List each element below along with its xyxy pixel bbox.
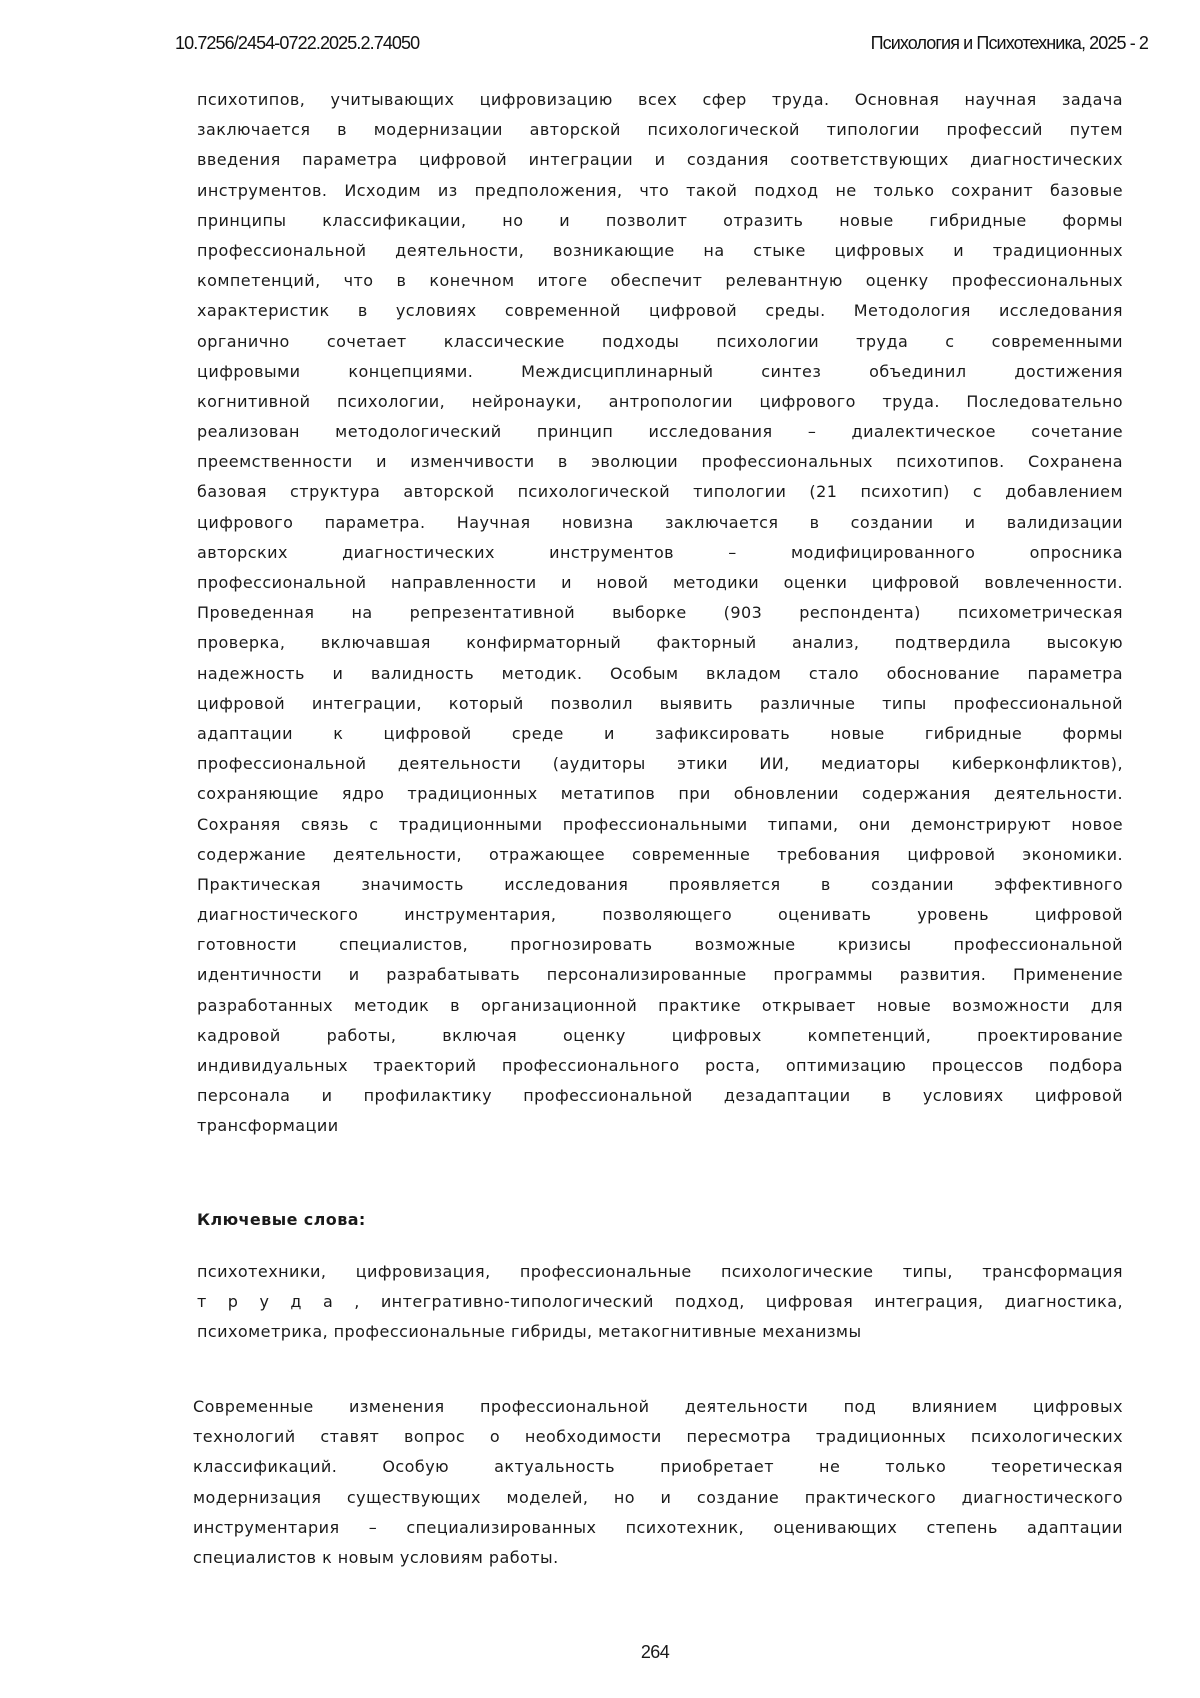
text-line: принципы классификации, но и позволит отразить новые гибридные формы: [197, 210, 1123, 230]
text-line: кадровой работы, включая оценку цифровых компетенций, проектирование: [197, 1025, 1123, 1045]
text-line: модернизация существующих моделей, но и создание практического диагностического: [193, 1487, 1123, 1507]
text-line: Сохраняя связь с традиционными профессиональными типами, они демонстрируют новое: [197, 814, 1123, 834]
text-line: введения параметра цифровой интеграции и создания соответствующих диагностических: [197, 150, 1123, 170]
keywords-heading: Ключевые слова:: [197, 1210, 366, 1229]
text-line: профессиональной направленности и новой методики оценки цифровой вовлеченности.: [197, 573, 1123, 592]
text-line: проверка, включавшая конфирматорный факторный анализ, подтвердила высокую: [197, 633, 1123, 653]
text-line: содержание деятельности, отражающее современные требования цифровой экономики.: [197, 844, 1123, 864]
text-line: Современные изменения профессиональной деятельности под влиянием цифровых: [193, 1397, 1123, 1416]
text-line: органично сочетает классические подходы психологии труда с современными: [197, 331, 1123, 351]
text-line: готовности специалистов, прогнозировать возможные кризисы профессиональной: [197, 935, 1123, 955]
text-line: цифрового параметра. Научная новизна заключается в создании и валидизации: [197, 512, 1123, 532]
text-line: разработанных методик в организационной практике открывает новые возможности для: [197, 995, 1123, 1015]
text-line: инструментария – специализированных психотехник, оценивающих степень адаптации: [193, 1517, 1123, 1537]
text-line: авторских диагностических инструментов – модифицированного опросника: [197, 542, 1123, 562]
text-line: психотипов, учитывающих цифровизацию всех сфер труда. Основная научная задача: [197, 90, 1123, 109]
text-line: персонала и профилактику профессиональной дезадаптации в условиях цифровой: [197, 1086, 1123, 1106]
text-line: индивидуальных траекторий профессионального роста, оптимизацию процессов подбора: [197, 1056, 1123, 1075]
text-line: базовая структура авторской психологической типологии (21 психотип) с добавлением: [197, 482, 1123, 502]
text-line: Практическая значимость исследования проявляется в создании эффективного: [197, 874, 1123, 894]
text-line: Проведенная на репрезентативной выборке (903 респондента) психометрическая: [197, 603, 1123, 623]
text-line: трансформации: [197, 1116, 339, 1136]
text-line: адаптации к цифровой среде и зафиксировать новые гибридные формы: [197, 723, 1123, 743]
text-line: надежность и валидность методик. Особым вкладом стало обоснование параметра: [197, 663, 1123, 683]
text-line: инструментов. Исходим из предположения, что такой подход не только сохранит базовые: [197, 180, 1123, 200]
text-line: компетенций, что в конечном итоге обеспечит релевантную оценку профессиональных: [197, 271, 1123, 291]
text-line: специалистов к новым условиям работы.: [193, 1547, 559, 1567]
text-line: характеристик в условиях современной цифровой среды. Методология исследования: [197, 301, 1123, 321]
doi-header: 10.7256/2454-0722.2025.2.74050: [175, 33, 420, 53]
text-line: заключается в модернизации авторской психологической типологии профессий путем: [197, 120, 1123, 140]
text-line: технологий ставят вопрос о необходимости пересмотра традиционных психологических: [193, 1427, 1123, 1447]
keywords-list: [197, 1257, 1123, 1348]
text-line: профессиональной деятельности (аудиторы этики ИИ, медиаторы киберконфликтов),: [197, 754, 1123, 774]
text-line: т р у д а , интегративно-типологический подход, цифровая интеграция, диагностика,: [197, 1292, 1123, 1312]
text-line: идентичности и разрабатывать персонализированные программы развития. Применение: [197, 965, 1123, 985]
text-line: цифровой интеграции, который позволил выявить различные типы профессиональной: [197, 693, 1123, 713]
text-line: профессиональной деятельности, возникающие на стыке цифровых и традиционных: [197, 240, 1123, 260]
text-line: реализован методологический принцип исследования – диалектическое сочетание: [197, 422, 1123, 442]
text-line: цифровыми концепциями. Междисциплинарный синтез объединил достижения: [197, 361, 1123, 381]
abstract-paragraph: [197, 85, 1123, 1142]
text-line: классификаций. Особую актуальность приобретает не только теоретическая: [193, 1457, 1123, 1477]
text-line: психометрика, профессиональные гибриды, метакогнитивные механизмы: [197, 1322, 862, 1342]
text-line: диагностического инструментария, позволяющего оценивать уровень цифровой: [197, 905, 1123, 925]
text-line: психотехники, цифровизация, профессиональные психологические типы, трансформация: [197, 1262, 1123, 1281]
page-number: 264: [640, 1642, 670, 1662]
journal-header: Психология и Психотехника, 2025 - 2: [870, 33, 1148, 53]
text-line: преемственности и изменчивости в эволюции профессиональных психотипов. Сохранена: [197, 452, 1123, 472]
text-line: когнитивной психологии, нейронауки, антропологии цифрового труда. Последовательно: [197, 391, 1123, 411]
text-line: сохраняющие ядро традиционных метатипов при обновлении содержания деятельности.: [197, 784, 1123, 804]
intro-paragraph: [193, 1392, 1123, 1573]
